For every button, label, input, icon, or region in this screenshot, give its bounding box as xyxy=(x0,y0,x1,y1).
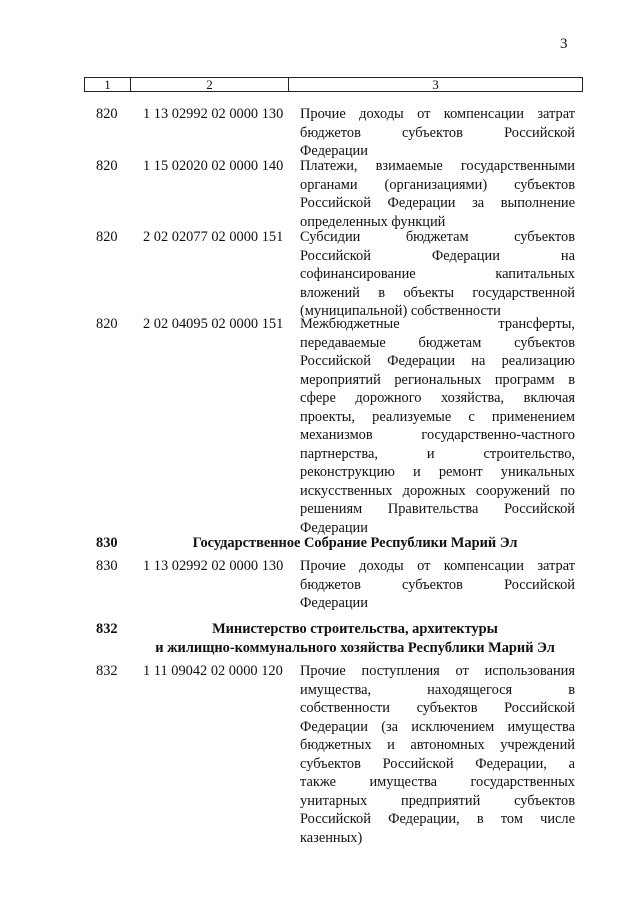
description-line: субъектов Российской Федерации, а xyxy=(300,755,575,772)
income-description xyxy=(300,662,575,847)
admin-code: 820 xyxy=(96,158,118,174)
admin-code: 820 xyxy=(96,229,118,245)
description-line: решениям Правительства Российской xyxy=(300,501,575,517)
description-line: Межбюджетные трансферты, xyxy=(300,316,575,332)
description-line: передаваемые бюджетам субъектов xyxy=(300,334,575,351)
description-line: искусственных дорожных сооружений по xyxy=(300,482,575,499)
section-code: 830 xyxy=(96,535,118,551)
description-line: унитарных предприятий субъектов xyxy=(300,792,575,809)
section-title xyxy=(130,620,580,657)
description-line: Федерации (за исключением имущества xyxy=(300,718,575,735)
column-header-1: 1 xyxy=(85,78,131,92)
description-line: бюджетных и автономных учреждений xyxy=(300,737,575,753)
description-line: Прочие доходы от компенсации затрат xyxy=(300,106,575,122)
description-line: бюджетов субъектов Российской xyxy=(300,576,575,593)
budget-code: 2 02 02077 02 0000 151 xyxy=(143,229,284,245)
description-line: Федерации xyxy=(300,519,368,536)
budget-code: 1 13 02992 02 0000 130 xyxy=(143,106,284,122)
budget-code: 1 13 02992 02 0000 130 xyxy=(143,558,284,574)
description-line: собственности субъектов Российской xyxy=(300,700,575,716)
description-line: Российской Федерации за выполнение xyxy=(300,195,575,211)
description-line: имущества, находящегося в xyxy=(300,681,575,698)
budget-code: 1 15 02020 02 0000 140 xyxy=(143,158,284,174)
section-code: 832 xyxy=(96,621,118,637)
income-description xyxy=(300,557,575,613)
income-description xyxy=(300,157,575,231)
description-line: сфере дорожного хозяйства, включая xyxy=(300,390,575,406)
description-line: реконструкцию и ремонт уникальных xyxy=(300,464,575,480)
description-line: определенных функций xyxy=(300,213,446,230)
description-line: мероприятий региональных программ в xyxy=(300,371,575,388)
section-title: Государственное Собрание Республики Марий Эл xyxy=(192,535,518,551)
admin-code: 820 xyxy=(96,106,118,122)
column-header-3: 3 xyxy=(289,78,583,92)
description-line: органами (организациями) субъектов xyxy=(300,176,575,193)
description-line: Прочие доходы от компенсации затрат xyxy=(300,558,575,574)
section-title-line: и жилищно-коммунального хозяйства Республики Марий Эл xyxy=(155,639,555,656)
description-line: Платежи, взимаемые государственными xyxy=(300,158,575,174)
admin-code: 832 xyxy=(96,663,118,679)
description-line: также имущества государственных xyxy=(300,774,575,790)
section-title-line: Министерство строительства, архитектуры xyxy=(212,621,498,637)
description-line: Субсидии бюджетам субъектов xyxy=(300,229,575,245)
description-line: Федерации xyxy=(300,595,368,611)
budget-code: 1 11 09042 02 0000 120 xyxy=(143,663,283,679)
column-header-2: 2 xyxy=(131,78,289,92)
description-line: проекты, реализуемые с применением xyxy=(300,408,575,425)
income-description xyxy=(300,105,575,161)
description-line: партнерства, и строительство, xyxy=(300,445,575,462)
description-line: Прочие поступления от использования xyxy=(300,663,575,679)
description-line: Российской Федерации на xyxy=(300,247,575,264)
budget-code: 2 02 04095 02 0000 151 xyxy=(143,316,284,332)
description-line: Российской Федерации на реализацию xyxy=(300,353,575,369)
admin-code: 830 xyxy=(96,558,118,574)
description-line: бюджетов субъектов Российской xyxy=(300,124,575,141)
income-description xyxy=(300,315,575,537)
description-line: софинансирование капитальных xyxy=(300,266,575,282)
description-line: казенных) xyxy=(300,829,363,846)
column-header-table xyxy=(84,77,583,92)
description-line: Российской Федерации, в том числе xyxy=(300,811,575,827)
description-line: (муниципальной) собственности xyxy=(300,303,501,319)
admin-code: 820 xyxy=(96,316,118,332)
description-line: вложений в объекты государственной xyxy=(300,284,575,301)
description-line: механизмов государственно-частного xyxy=(300,427,575,443)
description-line: Федерации xyxy=(300,143,368,159)
page-number: 3 xyxy=(560,36,568,52)
income-description xyxy=(300,228,575,321)
